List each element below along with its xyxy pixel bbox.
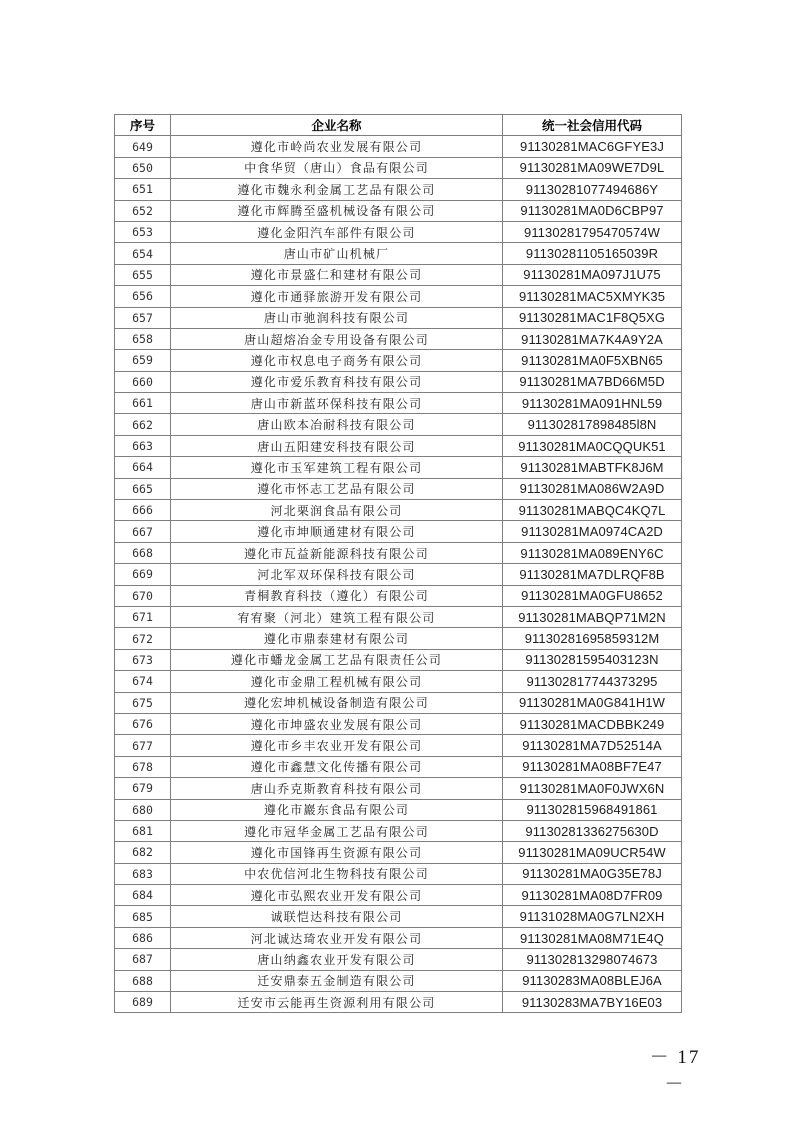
row-credit-code: 91130281695859312M [503, 628, 682, 649]
row-index: 652 [115, 200, 171, 221]
row-index: 681 [115, 820, 171, 841]
row-credit-code: 911302817898485l8N [503, 414, 682, 435]
table-row [115, 136, 682, 157]
row-enterprise-name: 遵化市权息电子商务有限公司 [171, 350, 503, 371]
row-enterprise-name: 遵化市爱乐教育科技有限公司 [171, 371, 503, 392]
row-credit-code: 91130281MABQP71M2N [503, 606, 682, 627]
row-credit-code: 91130281MABQC4KQ7L [503, 500, 682, 521]
table-row [115, 735, 682, 756]
table-row [115, 286, 682, 307]
row-enterprise-name: 遵化市岭尚农业发展有限公司 [171, 136, 503, 157]
row-index: 665 [115, 478, 171, 499]
row-index: 675 [115, 692, 171, 713]
row-credit-code: 91130281MA0974CA2D [503, 521, 682, 542]
row-credit-code: 91130281MA091HNL59 [503, 393, 682, 414]
row-index: 683 [115, 863, 171, 884]
table-row [115, 371, 682, 392]
row-index: 660 [115, 371, 171, 392]
row-credit-code: 91130281MA0G35E78J [503, 863, 682, 884]
table-row [115, 756, 682, 777]
row-index: 661 [115, 393, 171, 414]
row-credit-code: 91130281336275630D [503, 820, 682, 841]
row-enterprise-name: 唐山欧本冶耐科技有限公司 [171, 414, 503, 435]
row-credit-code: 91130281MA0G841H1W [503, 692, 682, 713]
row-enterprise-name: 迁安鼎泰五金制造有限公司 [171, 970, 503, 991]
row-enterprise-name: 遵化市景盛仁和建材有限公司 [171, 264, 503, 285]
row-enterprise-name: 遵化市冠华金属工艺品有限公司 [171, 820, 503, 841]
row-enterprise-name: 唐山纳鑫农业开发有限公司 [171, 949, 503, 970]
row-credit-code: 911302817744373295 [503, 671, 682, 692]
table-row [115, 521, 682, 542]
table-row [115, 799, 682, 820]
row-credit-code: 911302815968491861 [503, 799, 682, 820]
row-enterprise-name: 遵化市坤顺通建材有限公司 [171, 521, 503, 542]
row-credit-code: 91130283MA7BY16E03 [503, 992, 682, 1013]
row-enterprise-name: 遵化市玉军建筑工程有限公司 [171, 457, 503, 478]
row-credit-code: 91130281MAC6GFYE3J [503, 136, 682, 157]
row-enterprise-name: 唐山市新蓝环保科技有限公司 [171, 393, 503, 414]
row-enterprise-name: 唐山乔克斯教育科技有限公司 [171, 778, 503, 799]
table-row [115, 820, 682, 841]
row-credit-code: 91130281MA09UCR54W [503, 842, 682, 863]
table-row [115, 970, 682, 991]
row-index: 671 [115, 606, 171, 627]
row-enterprise-name: 唐山市驰润科技有限公司 [171, 307, 503, 328]
table-row [115, 221, 682, 242]
row-index: 679 [115, 778, 171, 799]
row-enterprise-name: 遵化市金鼎工程机械有限公司 [171, 671, 503, 692]
row-credit-code: 91130281MA0F0JWX6N [503, 778, 682, 799]
row-enterprise-name: 河北栗润食品有限公司 [171, 500, 503, 521]
row-index: 653 [115, 221, 171, 242]
row-index: 686 [115, 927, 171, 948]
table-row [115, 992, 682, 1013]
row-enterprise-name: 唐山市矿山机械厂 [171, 243, 503, 264]
row-index: 684 [115, 885, 171, 906]
row-index: 655 [115, 264, 171, 285]
row-credit-code: 91130281MAC1F8Q5XG [503, 307, 682, 328]
row-index: 670 [115, 585, 171, 606]
row-index: 685 [115, 906, 171, 927]
row-credit-code: 91130281MAC5XMYK35 [503, 286, 682, 307]
table-row [115, 671, 682, 692]
table-row [115, 649, 682, 670]
row-credit-code: 91130281MA08M71E4Q [503, 927, 682, 948]
row-index: 663 [115, 435, 171, 456]
header-credit-code: 统一社会信用代码 [503, 115, 682, 136]
row-index: 654 [115, 243, 171, 264]
table-row [115, 350, 682, 371]
row-credit-code: 91130281MA7D52514A [503, 735, 682, 756]
row-credit-code: 91130281MABTFK8J6M [503, 457, 682, 478]
table-row [115, 414, 682, 435]
table-row [115, 778, 682, 799]
row-credit-code: 91130281MA08D7FR09 [503, 885, 682, 906]
row-credit-code: 911302813298074673 [503, 949, 682, 970]
row-index: 659 [115, 350, 171, 371]
table-row [115, 863, 682, 884]
row-enterprise-name: 唐山五阳建安科技有限公司 [171, 435, 503, 456]
row-index: 649 [115, 136, 171, 157]
row-credit-code: 91130281105165039R [503, 243, 682, 264]
row-enterprise-name: 遵化市弘熙农业开发有限公司 [171, 885, 503, 906]
table-row [115, 435, 682, 456]
table-row [115, 328, 682, 349]
row-index: 656 [115, 286, 171, 307]
row-enterprise-name: 遵化市鑫慧文化传播有限公司 [171, 756, 503, 777]
row-credit-code: 91130281MA089ENY6C [503, 542, 682, 563]
table-row [115, 927, 682, 948]
header-index: 序号 [115, 115, 171, 136]
page-number: － 17 － [649, 1047, 701, 1095]
row-credit-code: 91130283MA08BLEJ6A [503, 970, 682, 991]
row-credit-code: 91130281MA7DLRQF8B [503, 564, 682, 585]
row-credit-code: 91130281MA0D6CBP97 [503, 200, 682, 221]
row-enterprise-name: 遵化市坤盛农业发展有限公司 [171, 713, 503, 734]
table-row [115, 564, 682, 585]
row-enterprise-name: 中食华贸（唐山）食品有限公司 [171, 157, 503, 178]
row-enterprise-name: 遵化市魏永利金属工艺品有限公司 [171, 179, 503, 200]
row-index: 674 [115, 671, 171, 692]
row-index: 666 [115, 500, 171, 521]
row-index: 662 [115, 414, 171, 435]
table-row [115, 243, 682, 264]
row-enterprise-name: 遵化市怀志工艺品有限公司 [171, 478, 503, 499]
row-index: 664 [115, 457, 171, 478]
row-credit-code: 91130281MA0CQQUK51 [503, 435, 682, 456]
header-enterprise-name: 企业名称 [171, 115, 503, 136]
row-credit-code: 91130281MA0F5XBN65 [503, 350, 682, 371]
row-enterprise-name: 河北诚达琦农业开发有限公司 [171, 927, 503, 948]
row-enterprise-name: 青桐教育科技（遵化）有限公司 [171, 585, 503, 606]
row-index: 689 [115, 992, 171, 1013]
row-credit-code: 91130281MA0GFU8652 [503, 585, 682, 606]
table-row [115, 393, 682, 414]
table-row [115, 585, 682, 606]
table-row [115, 692, 682, 713]
row-index: 687 [115, 949, 171, 970]
row-index: 673 [115, 649, 171, 670]
table-row [115, 542, 682, 563]
row-enterprise-name: 迁安市云能再生资源利用有限公司 [171, 992, 503, 1013]
row-enterprise-name: 宥宥聚（河北）建筑工程有限公司 [171, 606, 503, 627]
row-index: 688 [115, 970, 171, 991]
row-index: 658 [115, 328, 171, 349]
row-index: 667 [115, 521, 171, 542]
row-enterprise-name: 遵化市巖东食品有限公司 [171, 799, 503, 820]
row-index: 668 [115, 542, 171, 563]
table-header-row [115, 115, 682, 136]
row-enterprise-name: 遵化市国锋再生资源有限公司 [171, 842, 503, 863]
row-index: 651 [115, 179, 171, 200]
table-body [115, 136, 682, 1013]
row-credit-code: 91130281595403123N [503, 649, 682, 670]
table-row [115, 307, 682, 328]
row-credit-code: 91130281MA08BF7E47 [503, 756, 682, 777]
row-enterprise-name: 唐山超熔冶金专用设备有限公司 [171, 328, 503, 349]
row-enterprise-name: 遵化市瓦益新能源科技有限公司 [171, 542, 503, 563]
table-row [115, 500, 682, 521]
row-enterprise-name: 遵化市辉腾至盛机械设备有限公司 [171, 200, 503, 221]
row-index: 678 [115, 756, 171, 777]
row-credit-code: 91130281MA086W2A9D [503, 478, 682, 499]
row-index: 657 [115, 307, 171, 328]
table-row [115, 842, 682, 863]
row-index: 669 [115, 564, 171, 585]
row-credit-code: 91131028MA0G7LN2XH [503, 906, 682, 927]
row-credit-code: 91130281MA09WE7D9L [503, 157, 682, 178]
enterprise-registry-table [114, 114, 682, 1013]
row-enterprise-name: 遵化市乡丰农业开发有限公司 [171, 735, 503, 756]
row-credit-code: 91130281077494686Y [503, 179, 682, 200]
row-index: 650 [115, 157, 171, 178]
row-index: 680 [115, 799, 171, 820]
table-row [115, 949, 682, 970]
row-index: 676 [115, 713, 171, 734]
table-row [115, 200, 682, 221]
row-index: 672 [115, 628, 171, 649]
row-credit-code: 91130281795470574W [503, 221, 682, 242]
table-row [115, 457, 682, 478]
table-row [115, 264, 682, 285]
row-credit-code: 91130281MA7BD66M5D [503, 371, 682, 392]
row-enterprise-name: 遵化市蟠龙金属工艺品有限责任公司 [171, 649, 503, 670]
row-enterprise-name: 河北军双环保科技有限公司 [171, 564, 503, 585]
table-row [115, 885, 682, 906]
row-index: 677 [115, 735, 171, 756]
row-enterprise-name: 遵化市鼎泰建材有限公司 [171, 628, 503, 649]
table-row [115, 606, 682, 627]
row-enterprise-name: 遵化市通驿旅游开发有限公司 [171, 286, 503, 307]
table-row [115, 179, 682, 200]
table-row [115, 478, 682, 499]
table-row [115, 628, 682, 649]
table-row [115, 157, 682, 178]
table-row [115, 906, 682, 927]
row-credit-code: 91130281MA097J1U75 [503, 264, 682, 285]
table-row [115, 713, 682, 734]
row-credit-code: 91130281MA7K4A9Y2A [503, 328, 682, 349]
row-index: 682 [115, 842, 171, 863]
row-enterprise-name: 中农优信河北生物科技有限公司 [171, 863, 503, 884]
row-enterprise-name: 遵化宏坤机械设备制造有限公司 [171, 692, 503, 713]
row-credit-code: 91130281MACDBBK249 [503, 713, 682, 734]
row-enterprise-name: 诚联恺达科技有限公司 [171, 906, 503, 927]
row-enterprise-name: 遵化金阳汽车部件有限公司 [171, 221, 503, 242]
